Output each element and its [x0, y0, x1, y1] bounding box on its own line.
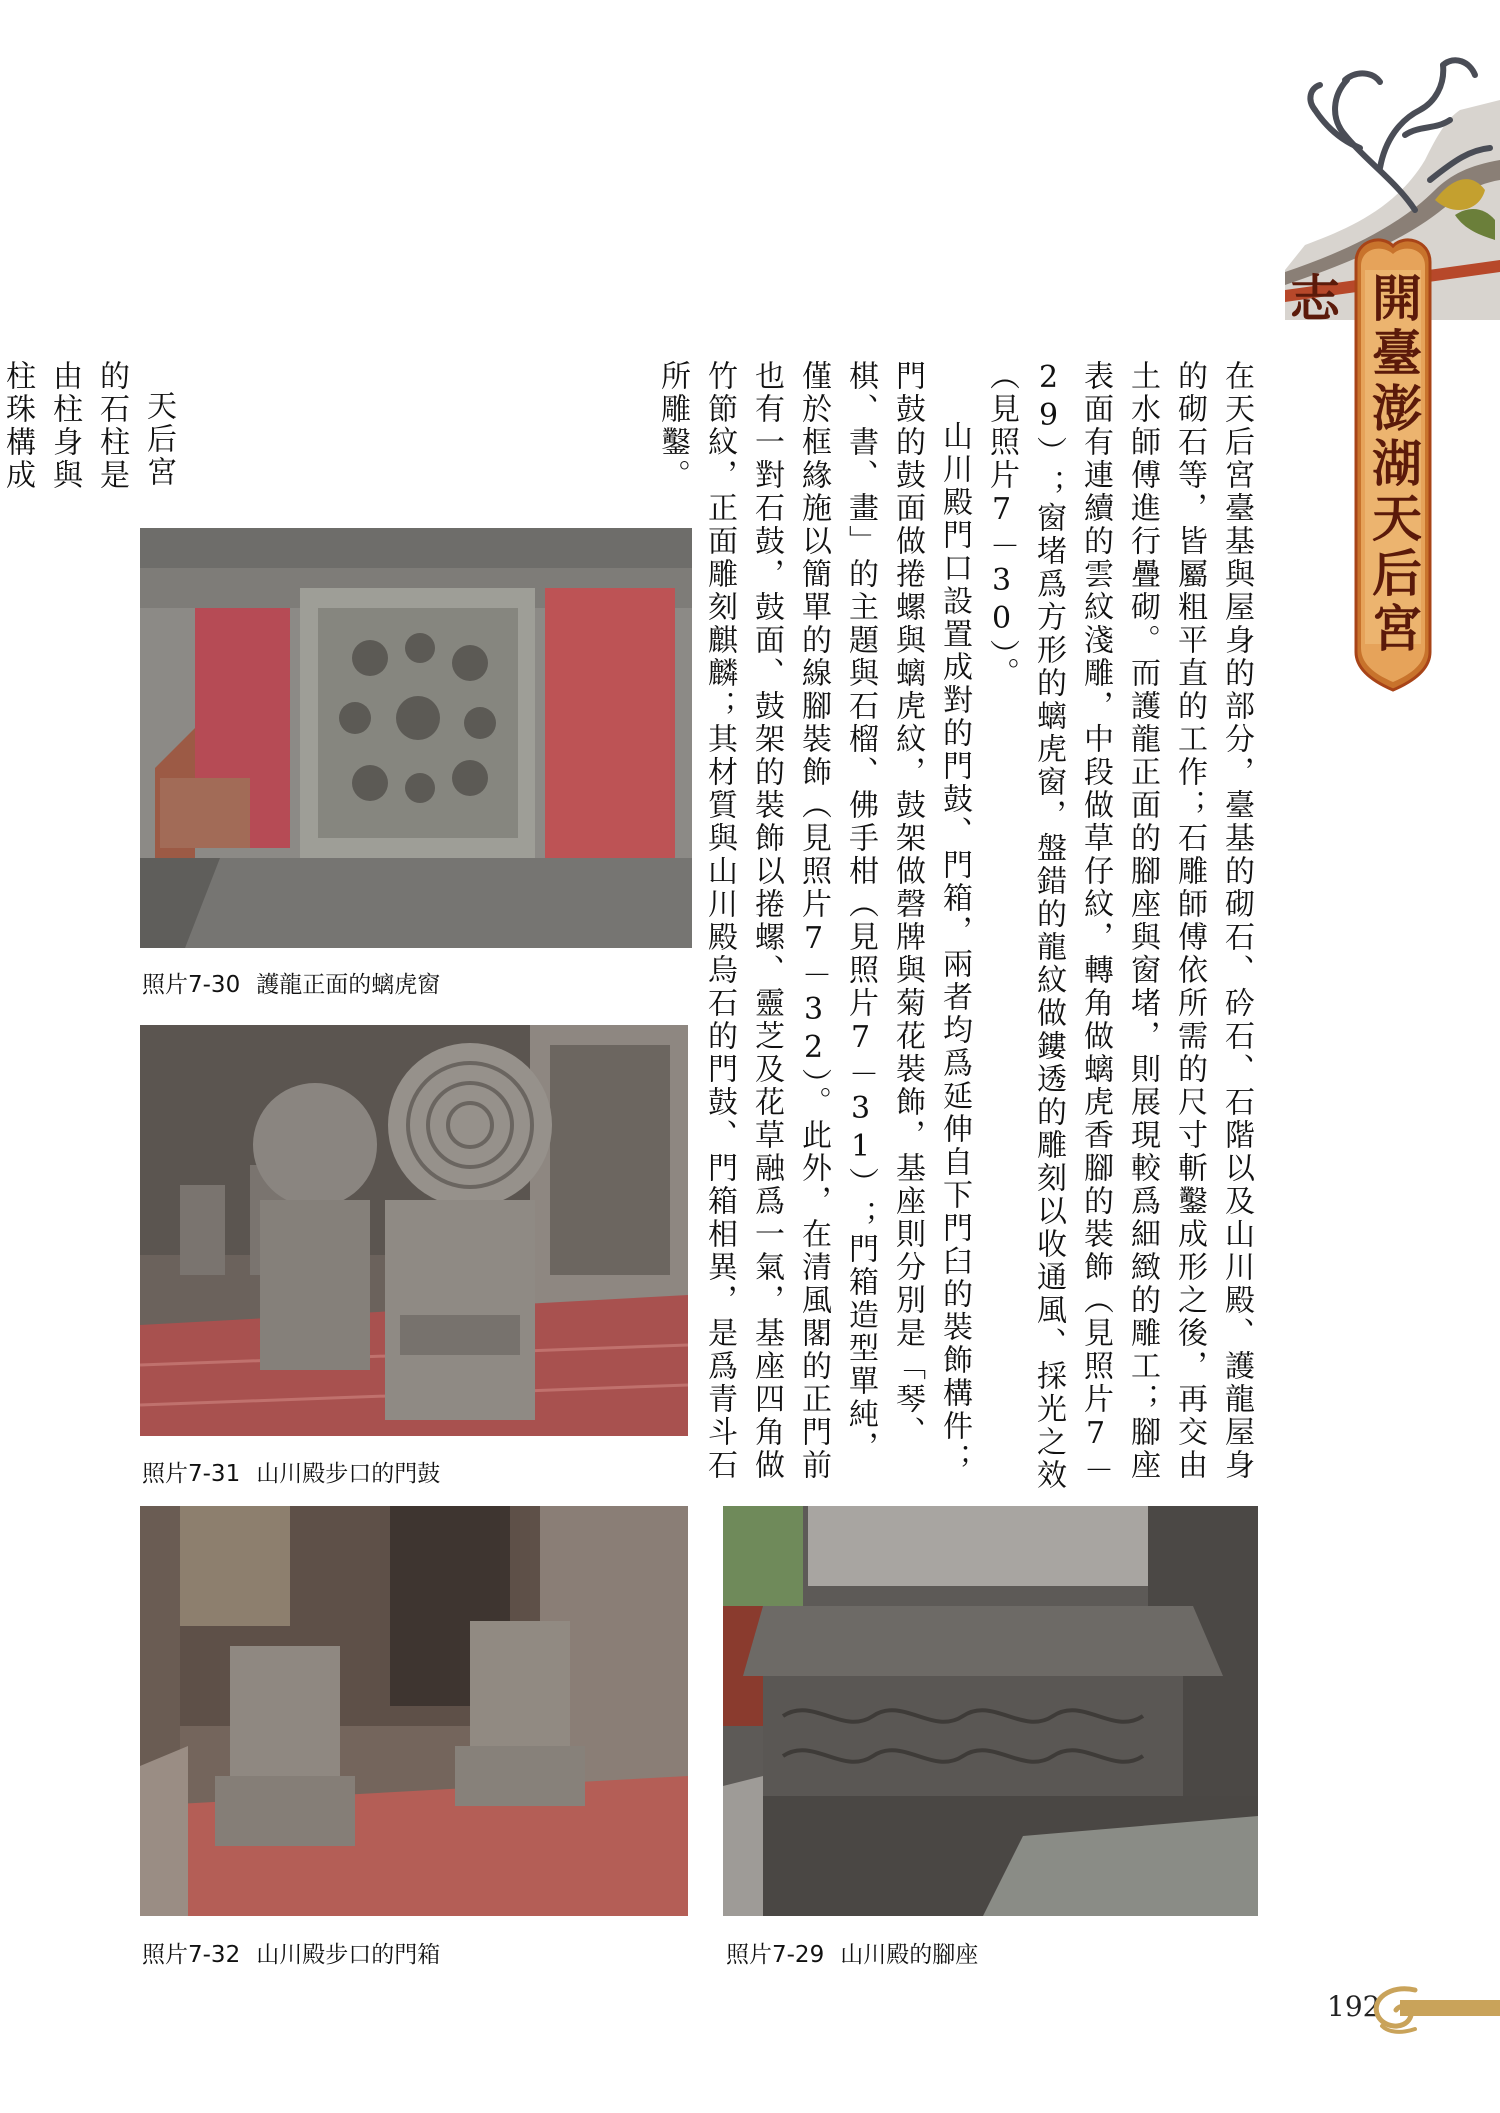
- caption-7-32: [142, 1936, 440, 1969]
- side-title-banner: [1282, 232, 1434, 692]
- main-body-text: [649, 360, 1260, 1492]
- caption-number: 照片7-31: [142, 1461, 241, 1487]
- paragraph-3: 天后宮的石柱是由柱身與柱珠構成: [0, 360, 176, 492]
- paragraph-2: 山川殿門口設置成對的門鼓、門箱，兩者均爲延伸自下門臼的裝飾構件；門鼓的鼓面做捲螺與螭虎紋，鼓架做磬牌與菊花裝飾，基座則分別是「琴、棋、書、畫」的主題與石榴、佛手柑（見照片7－31）；門箱造型單純，僅於框緣施以簡單的線腳裝飾（見照片7－32）。此外，在清風閣的正門前也有一對石鼓，鼓面、鼓架的裝飾以捲螺、靈芝及花草融爲一氣，基座四角做竹節紋，正面雕刻麒麟；其材質與山川殿烏石的門鼓、門箱相異，是爲青斗石所雕鑿。: [655, 360, 972, 1482]
- caption-title: 山川殿步口的門箱: [256, 1942, 441, 1968]
- caption-number: 照片7-30: [142, 972, 241, 998]
- photo-7-32-door-boxes: [140, 1506, 688, 1916]
- left-body-text: [0, 360, 182, 502]
- caption-7-30: [142, 966, 440, 999]
- caption-number: 照片7-29: [726, 1942, 825, 1968]
- paragraph-1: 在天后宮臺基與屋身的部分，臺基的砌石、砛石、石階以及山川殿、護龍屋身的砌石等，皆屬粗平直的工作；石雕師傅依所需的尺寸斬鑿成形之後，再交由土水師傅進行疊砌。而護龍正面的腳座與窗堵，則展現較爲細緻的雕工；腳座表面有連續的雲紋淺雕，中段做草仔紋，轉角做螭虎香腳的裝飾（見照片7－29）；窗堵爲方形的螭虎窗，盤錯的龍紋做鏤透的雕刻以收通風、採光之效（見照片7－30）。: [984, 360, 1254, 1492]
- caption-title: 山川殿的腳座: [840, 1942, 979, 1968]
- page-number: 192: [1327, 1990, 1381, 2023]
- caption-number: 照片7-32: [142, 1942, 241, 1968]
- photo-7-29-wall-base: [723, 1506, 1258, 1916]
- side-title-text: 開臺澎湖天后宮志: [1282, 272, 1423, 657]
- caption-title: 山川殿步口的門鼓: [256, 1461, 441, 1487]
- caption-7-31: [142, 1455, 440, 1488]
- caption-title: 護龍正面的螭虎窗: [256, 972, 441, 998]
- caption-7-29: [726, 1936, 978, 1969]
- photo-7-31-door-drums: [140, 1025, 688, 1436]
- footer-scroll-ornament: [1360, 1982, 1500, 2041]
- photo-7-30-window: [140, 528, 692, 948]
